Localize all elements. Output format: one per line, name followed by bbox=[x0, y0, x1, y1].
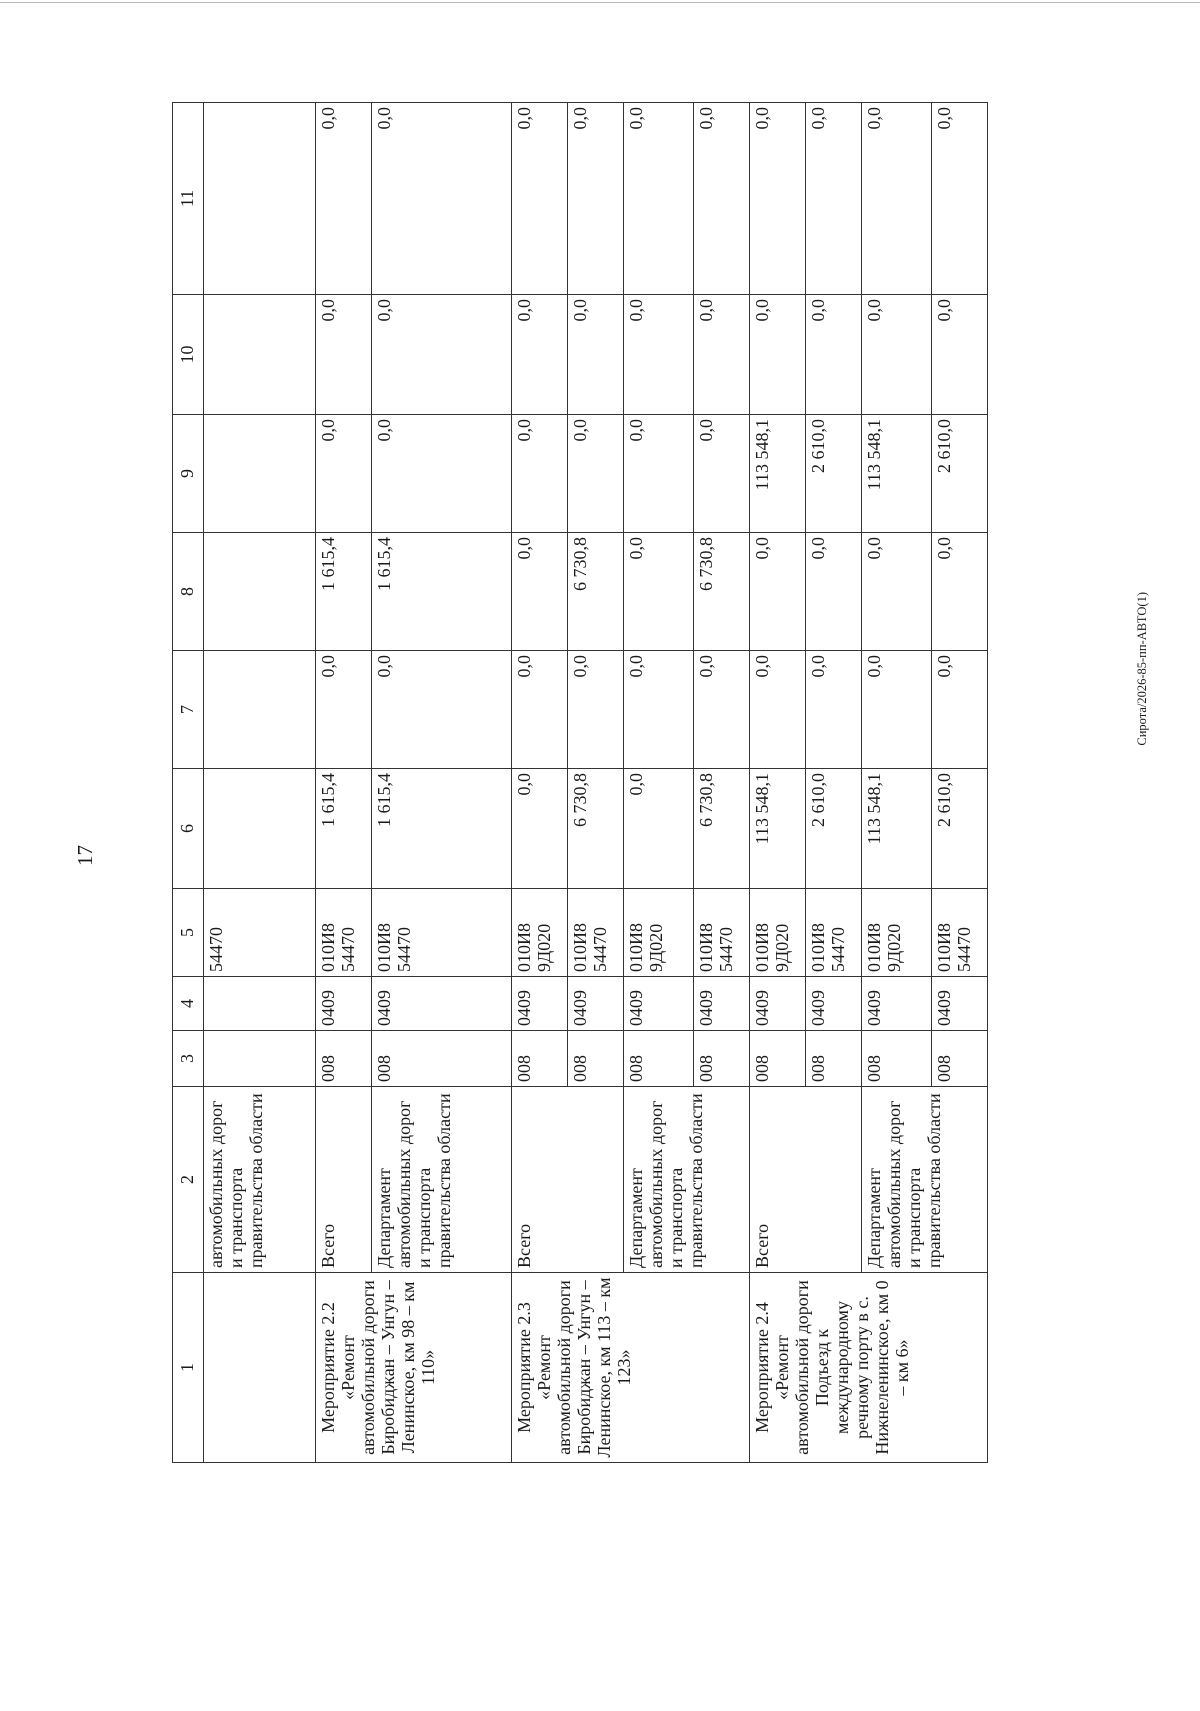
grbs-code: 008 bbox=[512, 1031, 568, 1087]
grbs-code: 008 bbox=[568, 1031, 624, 1087]
amount-c7: 0,0 bbox=[932, 651, 988, 769]
amount-c11: 0,0 bbox=[372, 103, 512, 295]
table-row bbox=[372, 103, 512, 1463]
amount-c8: 6 730,8 bbox=[568, 533, 624, 651]
amount-c10: 0,0 bbox=[862, 295, 932, 415]
target-article-code: 010И8 54470 bbox=[694, 889, 750, 977]
amount-c9: 113 548,1 bbox=[750, 415, 806, 533]
amount-c10: 0,0 bbox=[568, 295, 624, 415]
executor-cell: Всего bbox=[316, 1087, 372, 1273]
amount-c9: 0,0 bbox=[512, 415, 568, 533]
executor-cell: Департамент автомобильных дорог и транспорта правительства области bbox=[624, 1087, 750, 1273]
amount-c11: 0,0 bbox=[862, 103, 932, 295]
amount-c6: 0,0 bbox=[624, 769, 694, 889]
amount-c6: 2 610,0 bbox=[806, 769, 862, 889]
amount-c11: 0,0 bbox=[750, 103, 806, 295]
amount-c8: 1 615,4 bbox=[372, 533, 512, 651]
amount-c11: 0,0 bbox=[512, 103, 568, 295]
target-article-code: 010И8 9Д020 bbox=[512, 889, 568, 977]
section-code: 0409 bbox=[316, 977, 372, 1031]
continuation-row bbox=[204, 103, 316, 1463]
header-row bbox=[173, 103, 204, 1463]
table-row bbox=[512, 103, 568, 1463]
amount-c9: 113 548,1 bbox=[862, 415, 932, 533]
amount-c11: 0,0 bbox=[316, 103, 372, 295]
amount-c10: 0,0 bbox=[512, 295, 568, 415]
amount-c7: 0,0 bbox=[512, 651, 568, 769]
amount-c11: 0,0 bbox=[806, 103, 862, 295]
amount-c9: 0,0 bbox=[624, 415, 694, 533]
amount-c10: 0,0 bbox=[750, 295, 806, 415]
col-header-6: 6 bbox=[173, 769, 204, 889]
continuation-col1 bbox=[204, 1273, 316, 1463]
amount-c11: 0,0 bbox=[932, 103, 988, 295]
amount-c7: 0,0 bbox=[316, 651, 372, 769]
grbs-code: 008 bbox=[624, 1031, 694, 1087]
amount-c10: 0,0 bbox=[806, 295, 862, 415]
section-code: 0409 bbox=[806, 977, 862, 1031]
col-header-5: 5 bbox=[173, 889, 204, 977]
target-article-code: 010И8 9Д020 bbox=[750, 889, 806, 977]
continuation-col11 bbox=[204, 103, 316, 295]
section-code: 0409 bbox=[862, 977, 932, 1031]
continuation-code: 54470 bbox=[204, 889, 316, 977]
section-code: 0409 bbox=[568, 977, 624, 1031]
amount-c6: 1 615,4 bbox=[372, 769, 512, 889]
grbs-code: 008 bbox=[316, 1031, 372, 1087]
col-header-8: 8 bbox=[173, 533, 204, 651]
continuation-col7 bbox=[204, 651, 316, 769]
section-code: 0409 bbox=[512, 977, 568, 1031]
continuation-col4 bbox=[204, 977, 316, 1031]
table-row bbox=[316, 103, 372, 1463]
continuation-col3 bbox=[204, 1031, 316, 1087]
amount-c6: 0,0 bbox=[512, 769, 568, 889]
amount-c8: 0,0 bbox=[512, 533, 568, 651]
table-row bbox=[862, 103, 932, 1463]
amount-c7: 0,0 bbox=[694, 651, 750, 769]
table-row bbox=[750, 103, 806, 1463]
amount-c11: 0,0 bbox=[624, 103, 694, 295]
continuation-col10 bbox=[204, 295, 316, 415]
table-body bbox=[173, 103, 988, 1463]
amount-c9: 0,0 bbox=[316, 415, 372, 533]
page-number: 17 bbox=[73, 845, 97, 866]
amount-c6: 6 730,8 bbox=[694, 769, 750, 889]
grbs-code: 008 bbox=[372, 1031, 512, 1087]
grbs-code: 008 bbox=[750, 1031, 806, 1087]
target-article-code: 010И8 54470 bbox=[806, 889, 862, 977]
amount-c7: 0,0 bbox=[806, 651, 862, 769]
grbs-code: 008 bbox=[932, 1031, 988, 1087]
amount-c10: 0,0 bbox=[372, 295, 512, 415]
amount-c6: 113 548,1 bbox=[750, 769, 806, 889]
col-header-3: 3 bbox=[173, 1031, 204, 1087]
col-header-10: 10 bbox=[173, 295, 204, 415]
grbs-code: 008 bbox=[806, 1031, 862, 1087]
amount-c8: 0,0 bbox=[806, 533, 862, 651]
continuation-col9 bbox=[204, 415, 316, 533]
footer-doc-code: Сирота/2026-85-пп-АВТО(1) bbox=[1135, 592, 1149, 746]
amount-c7: 0,0 bbox=[862, 651, 932, 769]
target-article-code: 010И8 54470 bbox=[372, 889, 512, 977]
amount-c7: 0,0 bbox=[568, 651, 624, 769]
target-article-code: 010И8 54470 bbox=[568, 889, 624, 977]
amount-c10: 0,0 bbox=[932, 295, 988, 415]
amount-c9: 0,0 bbox=[694, 415, 750, 533]
amount-c10: 0,0 bbox=[694, 295, 750, 415]
amount-c8: 0,0 bbox=[862, 533, 932, 651]
col-header-1: 1 bbox=[173, 1273, 204, 1463]
target-article-code: 010И8 54470 bbox=[932, 889, 988, 977]
continuation-executor: автомобильных дорог и транспорта правительства области bbox=[204, 1087, 316, 1273]
amount-c9: 2 610,0 bbox=[932, 415, 988, 533]
amount-c6: 1 615,4 bbox=[316, 769, 372, 889]
amount-c8: 0,0 bbox=[750, 533, 806, 651]
amount-c7: 0,0 bbox=[750, 651, 806, 769]
amount-c7: 0,0 bbox=[372, 651, 512, 769]
section-code: 0409 bbox=[372, 977, 512, 1031]
continuation-col8 bbox=[204, 533, 316, 651]
event-title: Мероприятие 2.4 «Ремонт автомобильной дороги Подъезд к международному речному порту в с. Нижнеленинское, км 0 – км 6» bbox=[750, 1273, 988, 1463]
col-header-2: 2 bbox=[173, 1087, 204, 1273]
budget-table bbox=[172, 102, 988, 1463]
col-header-9: 9 bbox=[173, 415, 204, 533]
executor-cell: Всего bbox=[512, 1087, 624, 1273]
amount-c11: 0,0 bbox=[568, 103, 624, 295]
amount-c7: 0,0 bbox=[624, 651, 694, 769]
event-title: Мероприятие 2.2 «Ремонт автомобильной дороги Биробиджан – Унгун – Ленинское, км 98 – км 110» bbox=[316, 1273, 512, 1463]
executor-cell: Департамент автомобильных дорог и транспорта правительства области bbox=[372, 1087, 512, 1273]
section-code: 0409 bbox=[694, 977, 750, 1031]
amount-c8: 0,0 bbox=[932, 533, 988, 651]
section-code: 0409 bbox=[624, 977, 694, 1031]
executor-cell: Департамент автомобильных дорог и транспорта правительства области bbox=[862, 1087, 988, 1273]
grbs-code: 008 bbox=[694, 1031, 750, 1087]
target-article-code: 010И8 9Д020 bbox=[862, 889, 932, 977]
amount-c10: 0,0 bbox=[316, 295, 372, 415]
amount-c8: 0,0 bbox=[624, 533, 694, 651]
section-code: 0409 bbox=[932, 977, 988, 1031]
executor-cell: Всего bbox=[750, 1087, 862, 1273]
grbs-code: 008 bbox=[862, 1031, 932, 1087]
target-article-code: 010И8 9Д020 bbox=[624, 889, 694, 977]
amount-c8: 1 615,4 bbox=[316, 533, 372, 651]
amount-c11: 0,0 bbox=[694, 103, 750, 295]
col-header-7: 7 bbox=[173, 651, 204, 769]
amount-c9: 0,0 bbox=[372, 415, 512, 533]
amount-c6: 2 610,0 bbox=[932, 769, 988, 889]
target-article-code: 010И8 54470 bbox=[316, 889, 372, 977]
amount-c10: 0,0 bbox=[624, 295, 694, 415]
amount-c8: 6 730,8 bbox=[694, 533, 750, 651]
event-title: Мероприятие 2.3 «Ремонт автомобильной дороги Биробиджан – Унгун – Ленинское, км 113 – км 123» bbox=[512, 1273, 750, 1463]
section-code: 0409 bbox=[750, 977, 806, 1031]
continuation-col6 bbox=[204, 769, 316, 889]
col-header-4: 4 bbox=[173, 977, 204, 1031]
amount-c6: 113 548,1 bbox=[862, 769, 932, 889]
amount-c9: 2 610,0 bbox=[806, 415, 862, 533]
amount-c6: 6 730,8 bbox=[568, 769, 624, 889]
table-row bbox=[624, 103, 694, 1463]
col-header-11: 11 bbox=[173, 103, 204, 295]
amount-c9: 0,0 bbox=[568, 415, 624, 533]
